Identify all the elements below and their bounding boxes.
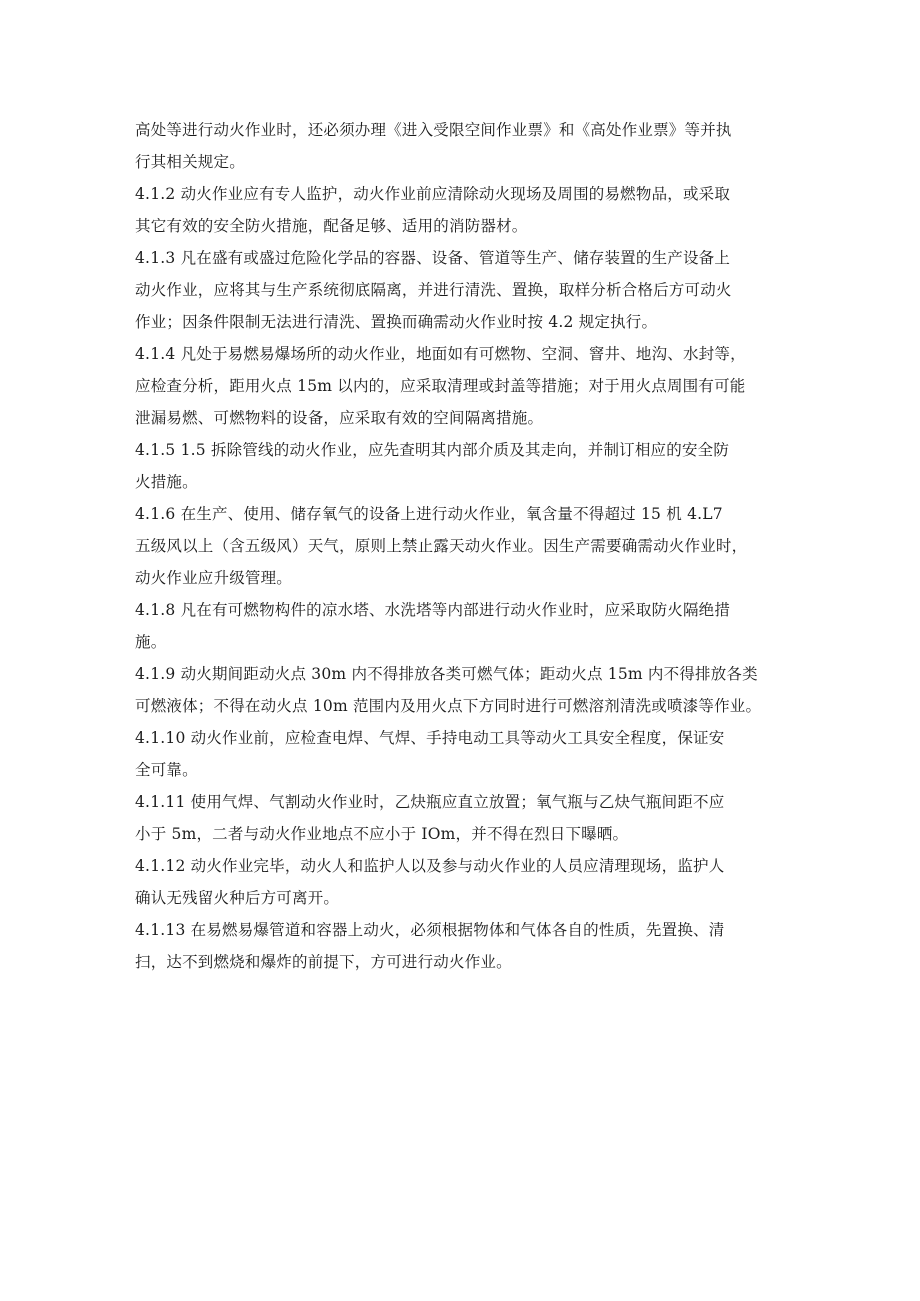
paragraph-line: 全可靠。	[135, 761, 198, 779]
paragraph-line: 4.1.2 动火作业应有专人监护，动火作业前应清除动火现场及周围的易燃物品，或采取	[135, 185, 731, 203]
paragraph-line: 可燃液体；不得在动火点 10m 范围内及用火点下方同时进行可燃溶剂清洗或喷漆等作业。	[135, 697, 762, 715]
paragraph-line: 确认无残留火种后方可离开。	[135, 889, 340, 907]
paragraph-line: 泄漏易燃、可燃物料的设备，应采取有效的空间隔离措施。	[135, 409, 544, 427]
paragraph-line: 4.1.10 动火作业前，应检查电焊、气焊、手持电动工具等动火工具安全程度，保证安	[135, 729, 725, 747]
paragraph-line: 4.1.8 凡在有可燃物构件的凉水塔、水洗塔等内部进行动火作业时，应采取防火隔绝措	[135, 601, 731, 619]
paragraph-4-1-10	[135, 722, 815, 786]
paragraph-line: 动火作业应升级管理。	[135, 569, 293, 587]
paragraph-4-1-8	[135, 594, 815, 658]
paragraph-line: 4.1.6 在生产、使用、储存氧气的设备上进行动火作业，氧含量不得超过 15 机 4.L7	[135, 505, 723, 523]
paragraph-4-1-12	[135, 850, 815, 914]
paragraph-line: 其它有效的安全防火措施，配备足够、适用的消防器材。	[135, 217, 528, 235]
paragraph-4-1-13	[135, 914, 815, 978]
paragraph-4-1-3	[135, 242, 815, 338]
paragraph-line: 4.1.5 1.5 拆除管线的动火作业，应先查明其内部介质及其走向，并制订相应的安全防	[135, 441, 730, 459]
paragraph-line: 小于 5m，二者与动火作业地点不应小于 IOm，并不得在烈日下曝晒。	[135, 825, 629, 843]
paragraph-line: 4.1.11 使用气焊、气割动火作业时，乙炔瓶应直立放置；氧气瓶与乙炔气瓶间距不应	[135, 793, 725, 811]
paragraph-4-1-6	[135, 498, 815, 594]
paragraph-line: 施。	[135, 633, 167, 651]
paragraph-4-1-11	[135, 786, 815, 850]
paragraph-line: 4.1.9 动火期间距动火点 30m 内不得排放各类可燃气体；距动火点 15m 内不得排放各类	[135, 665, 758, 683]
paragraph-4-1-5	[135, 434, 815, 498]
paragraph-4-1-9	[135, 658, 815, 722]
paragraph-line: 4.1.13 在易燃易爆管道和容器上动火，必须根据物体和气体各自的性质，先置换、清	[135, 921, 725, 939]
paragraph-4-1-4	[135, 338, 815, 434]
paragraph-line: 作业；因条件限制无法进行清洗、置换而确需动火作业时按 4.2 规定执行。	[135, 313, 658, 331]
paragraph-line: 应检查分析，距用火点 15m 以内的，应采取清理或封盖等措施；对于用火点周围有可能	[135, 377, 746, 395]
paragraph-line: 4.1.12 动火作业完毕，动火人和监护人以及参与动火作业的人员应清理现场，监护人	[135, 857, 725, 875]
paragraph-line: 行其相关规定。	[135, 153, 245, 171]
document-body	[135, 114, 815, 978]
paragraph-line: 4.1.4 凡处于易燃易爆场所的动火作业，地面如有可燃物、空洞、窨井、地沟、水封等，	[135, 345, 746, 363]
paragraph-line: 高处等进行动火作业时，还必须办理《进入受限空间作业票》和《高处作业票》等并执	[135, 121, 732, 139]
paragraph-line: 火措施。	[135, 473, 198, 491]
paragraph-4-1-2	[135, 178, 815, 242]
paragraph-line: 4.1.3 凡在盛有或盛过危险化学品的容器、设备、管道等生产、储存装置的生产设备上	[135, 249, 731, 267]
paragraph-line: 五级风以上（含五级风）天气，原则上禁止露天动火作业。因生产需要确需动火作业时，	[135, 537, 748, 555]
paragraph-line: 动火作业，应将其与生产系统彻底隔离，并进行清洗、置换，取样分析合格后方可动火	[135, 281, 732, 299]
paragraph-line: 扫，达不到燃烧和爆炸的前提下，方可进行动火作业。	[135, 953, 512, 971]
paragraph-continuation	[135, 114, 815, 178]
